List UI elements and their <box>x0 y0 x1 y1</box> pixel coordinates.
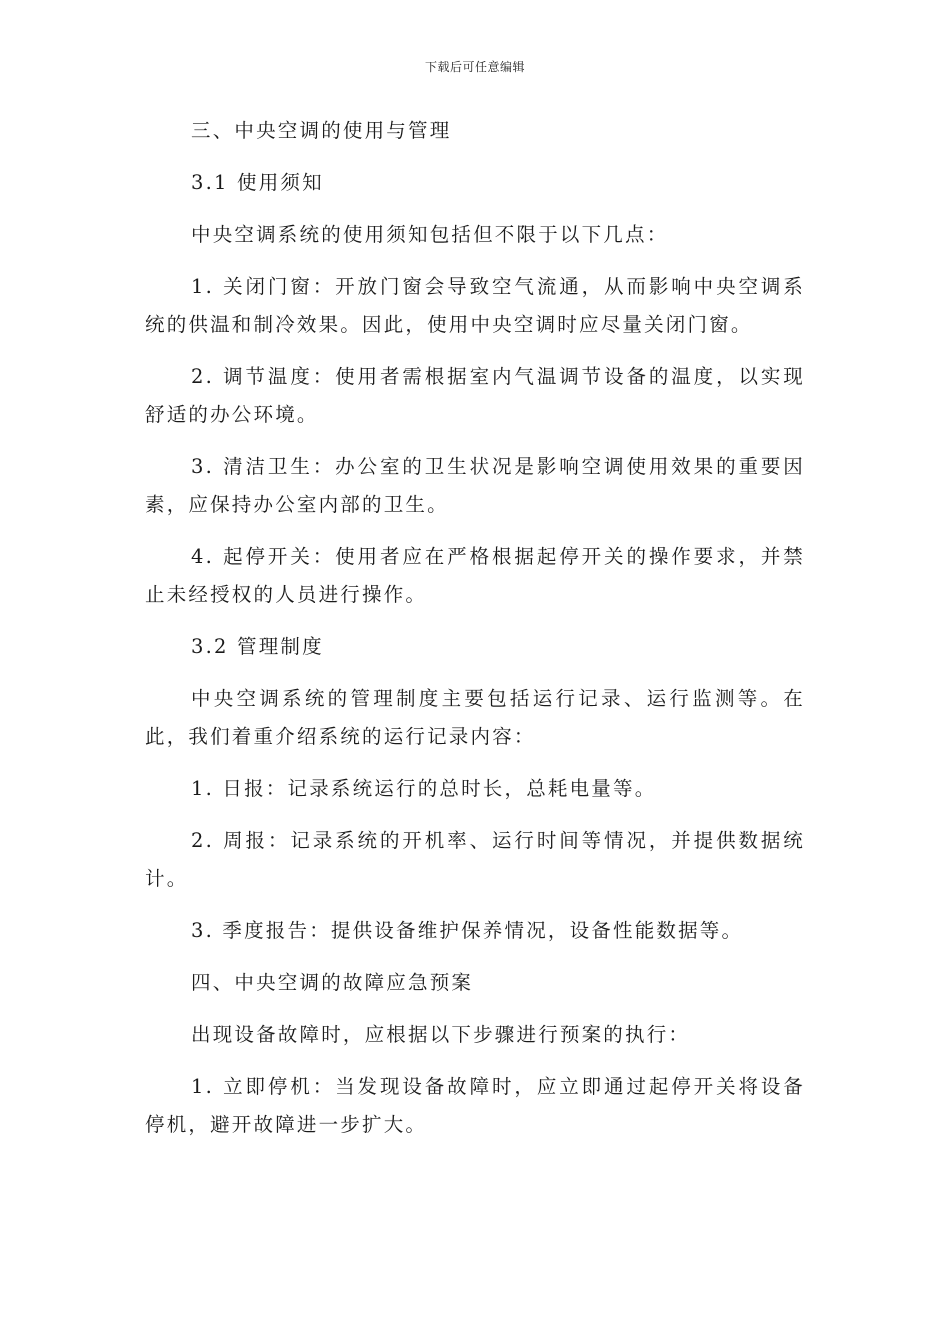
section-heading-4: 四、中央空调的故障应急预案 <box>191 971 474 994</box>
list-item-quarterly-report: 3. 季度报告：提供设备维护保养情况，设备性能数据等。 <box>191 919 744 942</box>
page-header: 下载后可任意编辑 <box>424 60 525 74</box>
list-item-immediate-stop: 1. 立即停机：当发现设备故障时，应立即通过起停开关将设备停机，避开故障进一步扩大。 <box>145 1075 805 1136</box>
list-item-weekly-report: 2. 周报：记录系统的开机率、运行时间等情况，并提供数据统计。 <box>145 829 805 890</box>
paragraph-intro-usage: 中央空调系统的使用须知包括但不限于以下几点： <box>191 223 669 246</box>
paragraph-intro-emergency: 出现设备故障时，应根据以下步骤进行预案的执行： <box>191 1023 691 1046</box>
list-item-adjust-temperature: 2. 调节温度：使用者需根据室内气温调节设备的温度，以实现舒适的办公环境。 <box>145 365 805 426</box>
section-heading-3: 三、中央空调的使用与管理 <box>191 119 452 142</box>
list-item-cleaning: 3. 清洁卫生：办公室的卫生状况是影响空调使用效果的重要因素，应保持办公室内部的卫生。 <box>145 455 805 516</box>
subsection-heading-3-2: 3.2 管理制度 <box>191 635 324 658</box>
list-item-start-stop-switch: 4. 起停开关：使用者应在严格根据起停开关的操作要求，并禁止未经授权的人员进行操作。 <box>145 545 805 606</box>
document-body <box>145 112 805 1158</box>
paragraph-intro-management: 中央空调系统的管理制度主要包括运行记录、运行监测等。在此，我们着重介绍系统的运行记录内容： <box>145 687 805 748</box>
list-item-daily-report: 1. 日报：记录系统运行的总时长，总耗电量等。 <box>191 777 657 800</box>
list-item-close-windows: 1. 关闭门窗：开放门窗会导致空气流通，从而影响中央空调系统的供温和制冷效果。因此，使用中央空调时应尽量关闭门窗。 <box>145 275 805 336</box>
subsection-heading-3-1: 3.1 使用须知 <box>191 171 324 194</box>
